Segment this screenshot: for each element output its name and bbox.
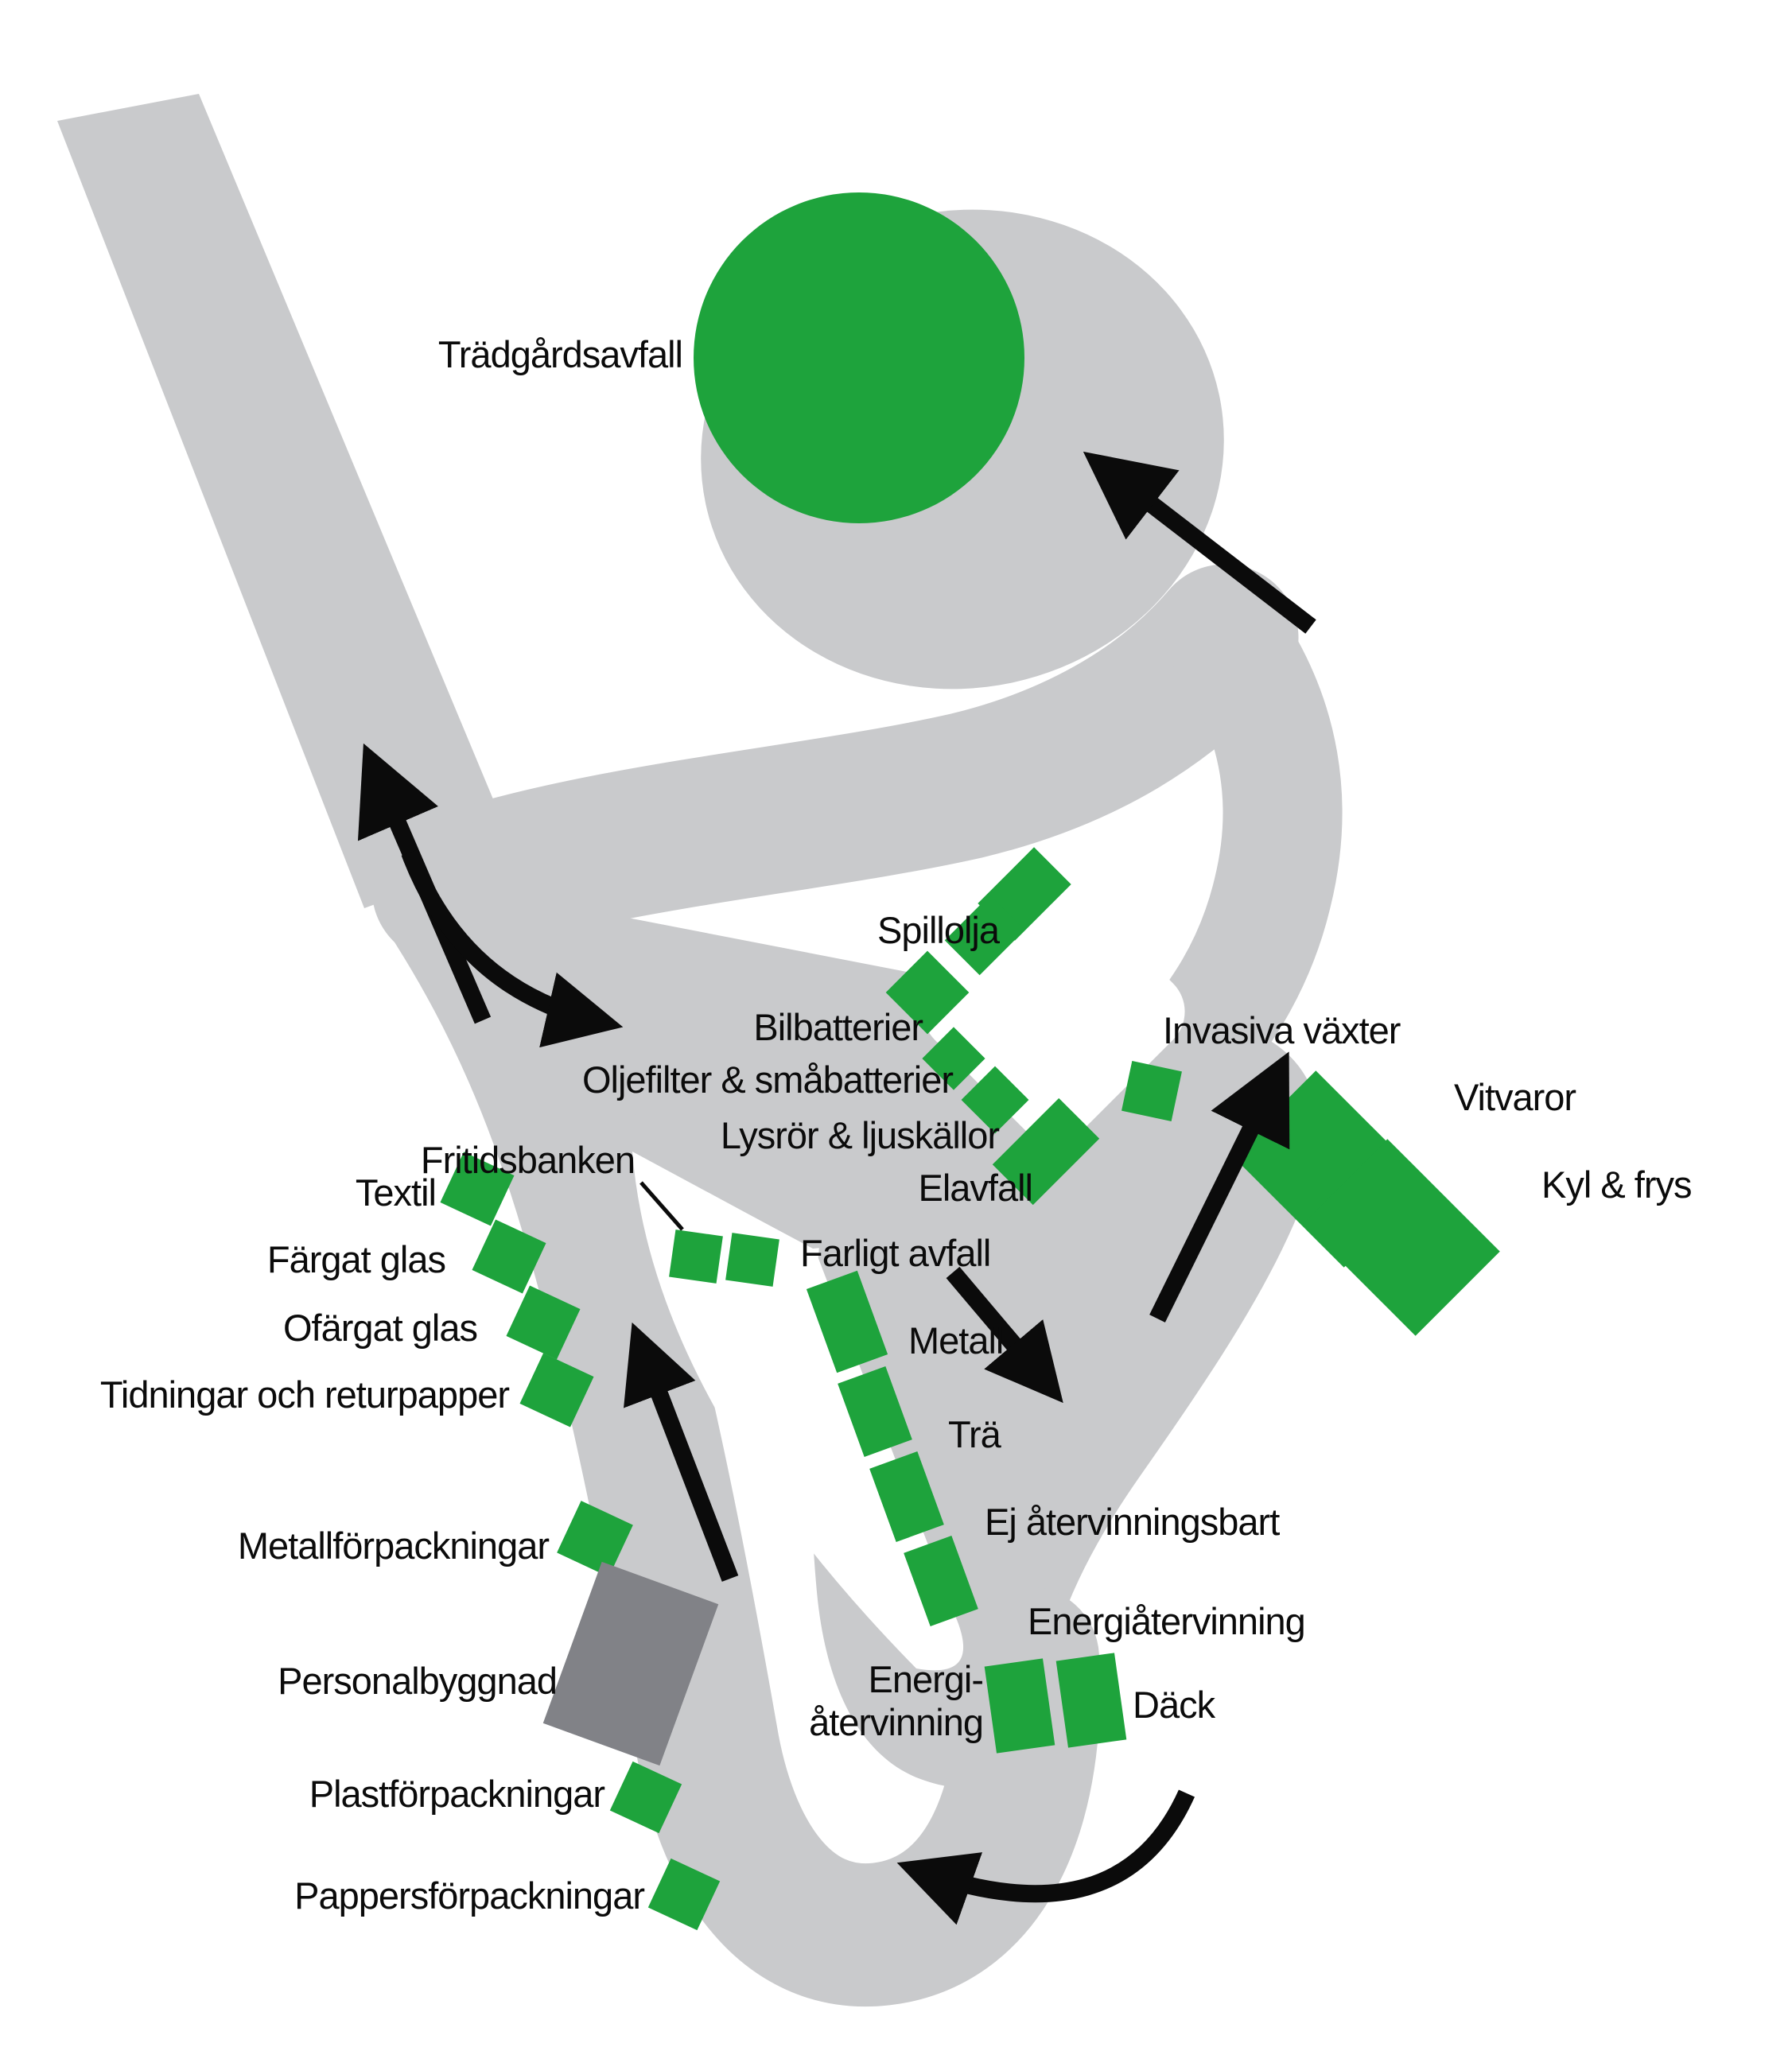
label-bilbatterier: Bilbatterier xyxy=(753,1006,923,1048)
label-farligt-avfall: Farligt avfall xyxy=(800,1232,991,1274)
label-dack: Däck xyxy=(1133,1684,1215,1726)
label-invasiva-vaxter: Invasiva växter xyxy=(1163,1009,1401,1051)
station-tradgardsavfall xyxy=(694,192,1024,523)
label-tradgardsavfall: Trädgårdsavfall xyxy=(437,333,682,375)
label-plastforpackningar: Plastförpackningar xyxy=(309,1773,604,1815)
label-elavfall: Elavfall xyxy=(918,1167,1032,1209)
station-fritidsbanken xyxy=(669,1229,723,1284)
label-lysror-ljuskallor: Lysrör & ljuskällor xyxy=(720,1114,999,1156)
label-energi-line2: återvinning xyxy=(809,1701,983,1743)
station-dack xyxy=(1056,1653,1127,1747)
label-energiatervinning: Energiåtervinning xyxy=(1028,1600,1305,1642)
label-tra: Trä xyxy=(948,1413,1001,1455)
label-energi-line1: Energi- xyxy=(868,1658,983,1700)
label-kyl-frys: Kyl & frys xyxy=(1541,1163,1692,1206)
label-fargat-glas: Färgat glas xyxy=(266,1238,445,1280)
label-spillolja: Spillolja xyxy=(877,909,999,951)
station-farligt-avfall xyxy=(725,1233,779,1287)
label-tidningar-returpapper: Tidningar och returpapper xyxy=(99,1373,509,1416)
road-exit-band xyxy=(57,94,515,908)
label-metallforpackningar: Metallförpackningar xyxy=(237,1525,549,1567)
label-fritidsbanken: Fritidsbanken xyxy=(420,1139,635,1181)
label-personalbyggnad: Personalbyggnad xyxy=(278,1660,557,1702)
label-oljefilter-smabatterier: Oljefilter & småbatterier xyxy=(581,1059,953,1101)
label-pappersforpackningar: Pappersförpackningar xyxy=(294,1874,644,1917)
label-vitvaror: Vitvaror xyxy=(1454,1076,1576,1118)
label-textil: Textil xyxy=(355,1171,436,1214)
label-ofargat-glas: Ofärgat glas xyxy=(282,1307,477,1349)
label-metall: Metall xyxy=(908,1319,1004,1362)
station-energi-atervinning-2 xyxy=(985,1658,1055,1753)
road-entry-band xyxy=(445,638,1225,889)
station-invasiva-vaxter xyxy=(1121,1061,1182,1121)
label-ej-atervinningsbart: Ej återvinningsbart xyxy=(985,1501,1280,1543)
